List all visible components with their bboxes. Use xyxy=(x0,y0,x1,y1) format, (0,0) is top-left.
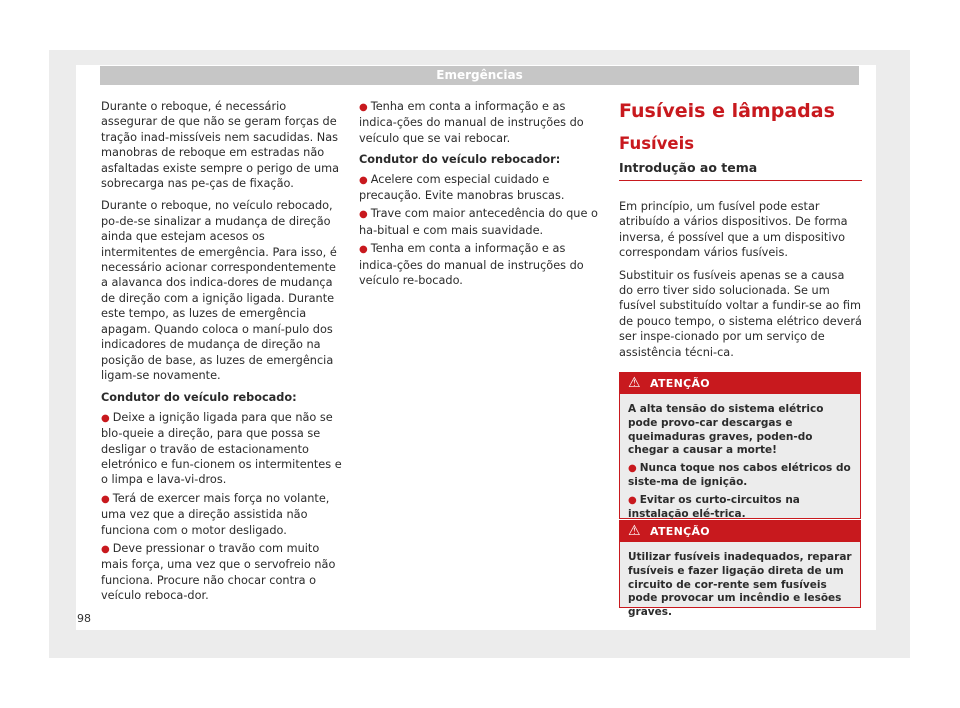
paragraph: Em princípio, um fusível pode estar atribuído a vários dispositivos. De forma inversa, é possível que a um dispositivo correspondam vários fusíveis. xyxy=(619,200,848,260)
bullet-icon: ● xyxy=(628,463,637,475)
list-item: ● Trave com maior antecedência do que o ha-bitual e com mais suavidade. xyxy=(359,207,598,237)
warning-icon: ⚠ xyxy=(628,375,641,391)
list-item: ● Tenha em conta a informação e as indica-ções do manual de instruções do veículo re-bocado. xyxy=(359,242,584,288)
warning-box xyxy=(619,520,861,619)
warning-body xyxy=(620,542,860,631)
list-item: ● Deve pressionar o travão com muito mais força, uma vez que o servofreio não funciona. Procure não chocar contra o veículo reboca-dor. xyxy=(101,541,336,603)
column-right xyxy=(619,99,862,367)
bullet-icon: ● xyxy=(359,174,368,186)
bullet-icon: ● xyxy=(359,244,368,256)
bullet-icon: ● xyxy=(359,102,368,113)
section-title: Fusíveis xyxy=(619,134,695,153)
subsection-title: Introdução ao tema xyxy=(619,159,862,181)
warning-text: A alta tensão do sistema elétrico pode provo-car descargas e queimaduras graves, poden-do chegar a causar a morte! xyxy=(628,403,824,457)
list-item: ● Deixe a ignição ligada para que não se blo-queie a direção, para que possa se desligar o travão de estacionamento eletrónico e fun-cionem os intermitentes e o limpa e lava-vi-dros. xyxy=(101,410,342,487)
warning-text: Utilizar fusíveis inadequados, reparar fusíveis e fazer ligação direta de um circuito de cor-rente sem fusíveis pode provocar um incêndio e lesões graves. xyxy=(628,551,852,619)
bullet-icon: ● xyxy=(628,494,637,506)
list-item: ● Evitar os curto-circuitos na instalação elé-trica. xyxy=(628,493,800,520)
list-item: ● Tenha em conta a informação e as indica-ções do manual de instruções do veículo que se vai rebocar. xyxy=(359,100,584,145)
chapter-title: Fusíveis e lâmpadas xyxy=(619,100,835,122)
bullet-icon: ● xyxy=(359,209,368,221)
subheading: Condutor do veículo rebocador: xyxy=(359,153,561,167)
paragraph: Substituir os fusíveis apenas se a causa do erro tiver sido solucionada. Se um fusível substituído voltar a fundir-se ao fim de pouco tempo, o sistema elétrico deverá ser inspe-cionado por um serviço de assistência técni-ca. xyxy=(619,268,862,359)
page-number: 98 xyxy=(77,612,91,625)
column-left xyxy=(101,99,344,607)
list-item: ● Nunca toque nos cabos elétricos do siste-ma de ignição. xyxy=(628,462,851,488)
list-item: ● Terá de exercer mais força no volante, uma vez que a direção assistida não funciona com o motor desligado. xyxy=(101,491,330,537)
section-header: Emergências xyxy=(100,66,859,85)
warning-header: ⚠ ATENÇÃO xyxy=(620,521,860,542)
column-middle xyxy=(359,99,602,291)
subheading: Condutor do veículo rebocado: xyxy=(101,391,297,405)
list-item: ● Acelere com especial cuidado e precaução. Evite manobras bruscas. xyxy=(359,172,565,203)
bullet-icon: ● xyxy=(101,412,110,424)
warning-header: ⚠ ATENÇÃO xyxy=(620,373,860,394)
warning-body xyxy=(620,394,860,532)
warning-box xyxy=(619,372,861,519)
bullet-icon: ● xyxy=(101,543,110,555)
warning-icon: ⚠ xyxy=(628,523,641,539)
paragraph: Durante o reboque, no veículo rebocado, po-de-se sinalizar a mudança de direção ainda que estejam acesos os intermitentes de emergência. Para isso, é necessário acionar correspondentemente a alavanca dos indica-dores de mudança de direção com a ignição ligada. Durante este tempo, as luzes de emergência apagam. Quando coloca o maní-pulo dos indicadores de mudança de direção na posição de base, as luzes de emergência ligam-se novamente. xyxy=(101,199,337,382)
paragraph: Durante o reboque, é necessário assegurar de que não se geram forças de tração inad-missíveis nem sacudidas. Nas manobras de reboque em estradas não asfaltadas existe sempre o perigo de uma sobrecarga nas pe-ças de fixação. xyxy=(101,100,340,191)
bullet-icon: ● xyxy=(101,493,110,505)
